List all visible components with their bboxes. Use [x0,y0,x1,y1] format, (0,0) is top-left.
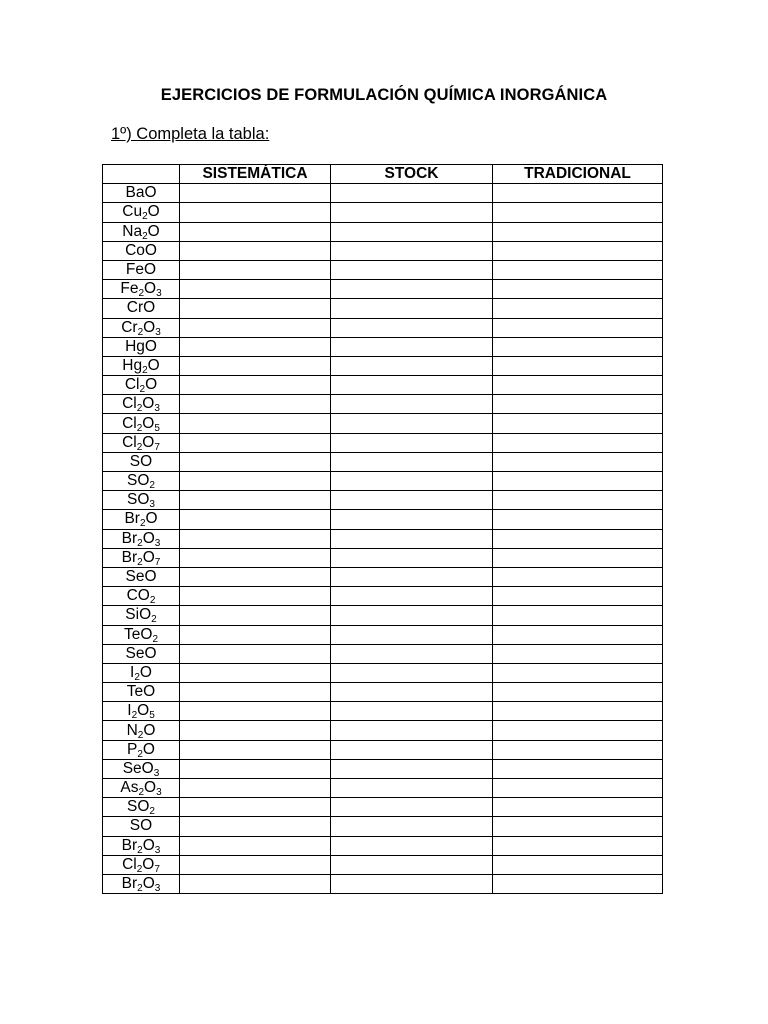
formula-subscript: 2 [138,787,145,799]
formula-symbol: O [142,548,155,566]
formula-subscript: 2 [138,288,145,300]
formula-symbol: O [142,414,155,432]
table-row [103,855,663,874]
formula-symbol: Cl [122,414,137,432]
answer-cell-sistematica[interactable] [180,529,331,548]
answer-cell-sistematica[interactable] [180,337,331,356]
formula-symbol: SO [127,798,150,816]
answer-cell-sistematica[interactable] [180,510,331,529]
answer-cell-stock[interactable] [331,548,493,567]
answer-cell-stock[interactable] [331,702,493,721]
formula-subscript: 3 [149,499,155,511]
formula-subscript: 2 [152,633,158,645]
answer-cell-sistematica[interactable] [180,472,331,491]
formula-cell [103,337,180,356]
answer-cell-tradicional[interactable] [493,855,663,874]
formula-subscript: 3 [156,787,162,799]
table-row [103,836,663,855]
answer-cell-tradicional[interactable] [493,452,663,471]
answer-cell-sistematica[interactable] [180,663,331,682]
formula-symbol: N [126,721,138,739]
answer-cell-sistematica[interactable] [180,683,331,702]
formula-cell [103,356,180,375]
answer-cell-stock[interactable] [331,836,493,855]
formula-symbol: O [145,376,158,394]
formula-symbol: O [144,779,157,797]
answer-cell-sistematica[interactable] [180,203,331,222]
answer-cell-stock[interactable] [331,376,493,395]
answer-cell-tradicional[interactable] [493,683,663,702]
answer-cell-tradicional[interactable] [493,414,663,433]
answer-cell-tradicional[interactable] [493,184,663,203]
formula-subscript: 2 [136,441,143,453]
formula-symbol: BaO [125,184,157,202]
formula-cell [103,184,180,203]
formula-symbol: O [142,395,155,413]
answer-cell-sistematica[interactable] [180,222,331,241]
document-title: EJERCICIOS DE FORMULACIÓN QUÍMICA INORGÁNICA [160,86,608,104]
table-row [103,779,663,798]
formula-subscript: 3 [154,844,161,856]
table-row [103,510,663,529]
formula-subscript: 2 [142,211,148,223]
formula-symbol: SO [129,452,153,470]
formula-cell [103,548,180,567]
answer-cell-tradicional[interactable] [493,644,663,663]
formula-symbol: O [147,222,160,240]
answer-cell-stock[interactable] [331,260,493,279]
formula-cell [103,740,180,759]
formula-symbol: O [142,433,155,451]
answer-cell-sistematica[interactable] [180,452,331,471]
answer-cell-stock[interactable] [331,721,493,740]
answer-cell-sistematica[interactable] [180,184,331,203]
formula-symbol: O [142,529,155,547]
answer-cell-sistematica[interactable] [180,433,331,452]
formula-subscript: 2 [139,518,146,530]
answer-cell-tradicional[interactable] [493,222,663,241]
formula-symbol: O [147,356,160,374]
answer-cell-sistematica[interactable] [180,798,331,817]
formula-symbol: TeO [124,625,153,643]
formula-cell [103,817,180,836]
table-row [103,529,663,548]
formula-cell [103,472,180,491]
formula-symbol: SO [127,491,150,509]
formula-cell [103,855,180,874]
answer-cell-stock[interactable] [331,779,493,798]
formula-subscript: 2 [151,614,157,626]
answer-cell-stock[interactable] [331,395,493,414]
answer-cell-stock[interactable] [331,798,493,817]
formula-cell [103,376,180,395]
formula-subscript: 2 [134,671,140,683]
answer-cell-tradicional[interactable] [493,587,663,606]
formula-symbol: SeO [125,568,157,586]
formula-subscript: 5 [149,710,155,722]
formula-subscript: 7 [154,863,160,875]
formula-cell [103,203,180,222]
answer-cell-tradicional[interactable] [493,606,663,625]
answer-cell-stock[interactable] [331,222,493,241]
formula-symbol: Cl [122,433,137,451]
answer-cell-tradicional[interactable] [493,529,663,548]
table-row [103,433,663,452]
answer-cell-sistematica[interactable] [180,625,331,644]
answer-cell-stock[interactable] [331,567,493,586]
answer-cell-sistematica[interactable] [180,376,331,395]
answer-cell-sistematica[interactable] [180,702,331,721]
formula-cell [103,721,180,740]
formula-cell [103,644,180,663]
formula-cell [103,529,180,548]
answer-cell-stock[interactable] [331,529,493,548]
answer-cell-tradicional[interactable] [493,318,663,337]
formula-cell [103,260,180,279]
formula-symbol: Cl [122,395,137,413]
answer-cell-stock[interactable] [331,318,493,337]
formula-cell [103,874,180,893]
formula-symbol: Fe [120,280,139,298]
formula-subscript: 2 [142,364,148,376]
table-row [103,184,663,203]
formula-symbol: P [127,740,138,758]
header-stock: STOCK [331,165,493,184]
answer-cell-sistematica[interactable] [180,644,331,663]
table-row [103,874,663,893]
formulation-table [102,164,663,894]
table-row [103,567,663,586]
formula-cell [103,625,180,644]
formula-cell [103,510,180,529]
answer-cell-stock[interactable] [331,356,493,375]
table-row [103,222,663,241]
header-formula [103,165,180,184]
answer-cell-sistematica[interactable] [180,280,331,299]
formula-subscript: 5 [154,422,160,434]
formula-cell [103,779,180,798]
formula-cell [103,683,180,702]
formula-symbol: O [142,875,155,893]
formula-symbol: CO [126,587,150,605]
formula-symbol: Br [121,529,138,547]
answer-cell-sistematica[interactable] [180,260,331,279]
table-row [103,337,663,356]
formula-symbol: O [143,318,156,336]
answer-cell-stock[interactable] [331,452,493,471]
answer-cell-tradicional[interactable] [493,740,663,759]
formula-cell [103,567,180,586]
formula-cell [103,414,180,433]
exercise-instruction: 1º) Completa la tabla: [111,125,270,143]
formula-subscript: 3 [156,288,162,300]
table-row [103,241,663,260]
formula-symbol: Hg [122,356,143,374]
answer-cell-stock[interactable] [331,855,493,874]
table-row [103,683,663,702]
formula-subscript: 2 [136,403,143,415]
answer-cell-tradicional[interactable] [493,874,663,893]
table-row [103,663,663,682]
table-body [103,184,663,894]
formula-subscript: 2 [149,806,155,818]
formula-symbol: Cu [122,203,143,221]
formula-symbol: SeO [122,759,154,777]
answer-cell-sistematica[interactable] [180,318,331,337]
formula-symbol: O [139,663,152,681]
answer-cell-tradicional[interactable] [493,280,663,299]
formula-cell [103,222,180,241]
formula-symbol: CoO [125,241,157,259]
formula-subscript: 7 [154,441,160,453]
answer-cell-sistematica[interactable] [180,414,331,433]
answer-cell-stock[interactable] [331,759,493,778]
formula-cell [103,241,180,260]
answer-cell-sistematica[interactable] [180,299,331,318]
formula-subscript: 2 [137,883,143,895]
table-row [103,548,663,567]
answer-cell-stock[interactable] [331,241,493,260]
answer-cell-tradicional[interactable] [493,721,663,740]
formula-symbol: SO [127,472,150,490]
answer-cell-stock[interactable] [331,644,493,663]
answer-cell-tradicional[interactable] [493,510,663,529]
answer-cell-sistematica[interactable] [180,491,331,510]
formula-subscript: 2 [131,710,138,722]
answer-cell-tradicional[interactable] [493,433,663,452]
formula-cell [103,433,180,452]
formula-subscript: 2 [137,556,143,568]
formula-subscript: 2 [137,748,143,760]
formula-symbol: O [144,280,157,298]
table-row [103,356,663,375]
answer-cell-stock[interactable] [331,874,493,893]
table-row [103,817,663,836]
table-row [103,740,663,759]
formula-subscript: 2 [136,863,143,875]
table-row [103,587,663,606]
answer-cell-tradicional[interactable] [493,759,663,778]
answer-cell-stock[interactable] [331,625,493,644]
table-row [103,318,663,337]
formula-symbol: O [142,836,155,854]
formula-symbol: O [143,721,156,739]
formula-cell [103,663,180,682]
answer-cell-tradicional[interactable] [493,548,663,567]
formula-subscript: 3 [153,767,160,779]
answer-cell-stock[interactable] [331,606,493,625]
table-row [103,376,663,395]
table-row [103,644,663,663]
table-row [103,452,663,471]
formula-symbol: I [127,702,132,720]
answer-cell-stock[interactable] [331,740,493,759]
answer-cell-sistematica[interactable] [180,817,331,836]
answer-cell-sistematica[interactable] [180,606,331,625]
answer-cell-tradicional[interactable] [493,472,663,491]
table-row [103,491,663,510]
formula-symbol: SiO [125,606,152,624]
formula-symbol: Cl [122,855,137,873]
answer-cell-tradicional[interactable] [493,779,663,798]
table-row [103,299,663,318]
answer-cell-tradicional[interactable] [493,376,663,395]
answer-cell-sistematica[interactable] [180,548,331,567]
answer-cell-stock[interactable] [331,184,493,203]
answer-cell-sistematica[interactable] [180,779,331,798]
formula-symbol: O [142,855,155,873]
header-tradicional: TRADICIONAL [493,165,663,184]
answer-cell-stock[interactable] [331,683,493,702]
answer-cell-sistematica[interactable] [180,567,331,586]
answer-cell-sistematica[interactable] [180,740,331,759]
answer-cell-tradicional[interactable] [493,817,663,836]
answer-cell-tradicional[interactable] [493,836,663,855]
formula-symbol: FeO [125,261,157,279]
formula-symbol: O [145,510,158,528]
answer-cell-stock[interactable] [331,510,493,529]
table-row [103,606,663,625]
formula-subscript: 2 [139,384,146,396]
answer-cell-stock[interactable] [331,491,493,510]
formula-cell [103,280,180,299]
formula-symbol: Br [121,875,138,893]
formula-symbol: CrO [126,299,156,317]
formula-subscript: 3 [154,537,161,549]
answer-cell-tradicional[interactable] [493,395,663,414]
table-row [103,280,663,299]
formula-subscript: 2 [136,422,143,434]
table-row [103,203,663,222]
answer-cell-stock[interactable] [331,472,493,491]
answer-cell-tradicional[interactable] [493,337,663,356]
formula-symbol: TeO [126,683,156,701]
formula-cell [103,491,180,510]
table-row [103,414,663,433]
answer-cell-tradicional[interactable] [493,798,663,817]
answer-cell-stock[interactable] [331,280,493,299]
answer-cell-stock[interactable] [331,587,493,606]
answer-cell-tradicional[interactable] [493,356,663,375]
formula-subscript: 3 [154,883,161,895]
answer-cell-sistematica[interactable] [180,836,331,855]
formula-cell [103,759,180,778]
formula-cell [103,702,180,721]
answer-cell-sistematica[interactable] [180,587,331,606]
table-header-row [103,165,663,184]
answer-cell-stock[interactable] [331,663,493,682]
formula-symbol: Cl [124,376,140,394]
answer-cell-stock[interactable] [331,299,493,318]
answer-cell-sistematica[interactable] [180,855,331,874]
answer-cell-tradicional[interactable] [493,702,663,721]
formula-cell [103,798,180,817]
answer-cell-tradicional[interactable] [493,663,663,682]
formula-symbol: HgO [125,337,157,355]
answer-cell-tradicional[interactable] [493,491,663,510]
formula-symbol: O [137,702,150,720]
answer-cell-tradicional[interactable] [493,567,663,586]
table-row [103,395,663,414]
formula-cell [103,836,180,855]
formula-symbol: As [120,779,139,797]
header-sistematica: SISTEMÁTICA [180,165,331,184]
formula-cell [103,395,180,414]
formula-subscript: 7 [154,556,161,568]
table-row [103,798,663,817]
answer-cell-tradicional[interactable] [493,203,663,222]
formula-symbol: Cr [121,318,138,336]
answer-cell-stock[interactable] [331,203,493,222]
table-row [103,759,663,778]
formula-symbol: O [147,203,160,221]
formula-subscript: 2 [137,537,143,549]
answer-cell-stock[interactable] [331,433,493,452]
answer-cell-tradicional[interactable] [493,260,663,279]
answer-cell-tradicional[interactable] [493,299,663,318]
table-row [103,721,663,740]
formula-cell [103,587,180,606]
table-row [103,625,663,644]
formula-symbol: Br [124,510,140,528]
answer-cell-sistematica[interactable] [180,721,331,740]
answer-cell-sistematica[interactable] [180,759,331,778]
formula-subscript: 2 [137,844,143,856]
answer-cell-sistematica[interactable] [180,874,331,893]
formula-subscript: 3 [154,403,160,415]
formula-symbol: SeO [125,644,157,662]
formula-symbol: SO [129,817,153,835]
table-row [103,260,663,279]
answer-cell-stock[interactable] [331,337,493,356]
formula-symbol: Br [121,836,138,854]
formula-subscript: 3 [155,326,161,338]
formula-subscript: 2 [149,595,156,607]
formula-subscript: 2 [137,729,144,741]
formula-symbol: Na [122,222,143,240]
formula-cell [103,318,180,337]
answer-cell-sistematica[interactable] [180,241,331,260]
answer-cell-sistematica[interactable] [180,356,331,375]
formula-cell [103,299,180,318]
formula-cell [103,452,180,471]
answer-cell-stock[interactable] [331,817,493,836]
answer-cell-tradicional[interactable] [493,241,663,260]
formula-symbol: Br [121,548,138,566]
formula-cell [103,606,180,625]
table-row [103,702,663,721]
formula-symbol: O [142,740,155,758]
answer-cell-sistematica[interactable] [180,395,331,414]
answer-cell-stock[interactable] [331,414,493,433]
formula-subscript: 2 [137,326,144,338]
formula-subscript: 2 [149,480,155,492]
answer-cell-tradicional[interactable] [493,625,663,644]
formula-subscript: 2 [142,230,148,242]
table-row [103,472,663,491]
formula-symbol: I [130,663,135,681]
